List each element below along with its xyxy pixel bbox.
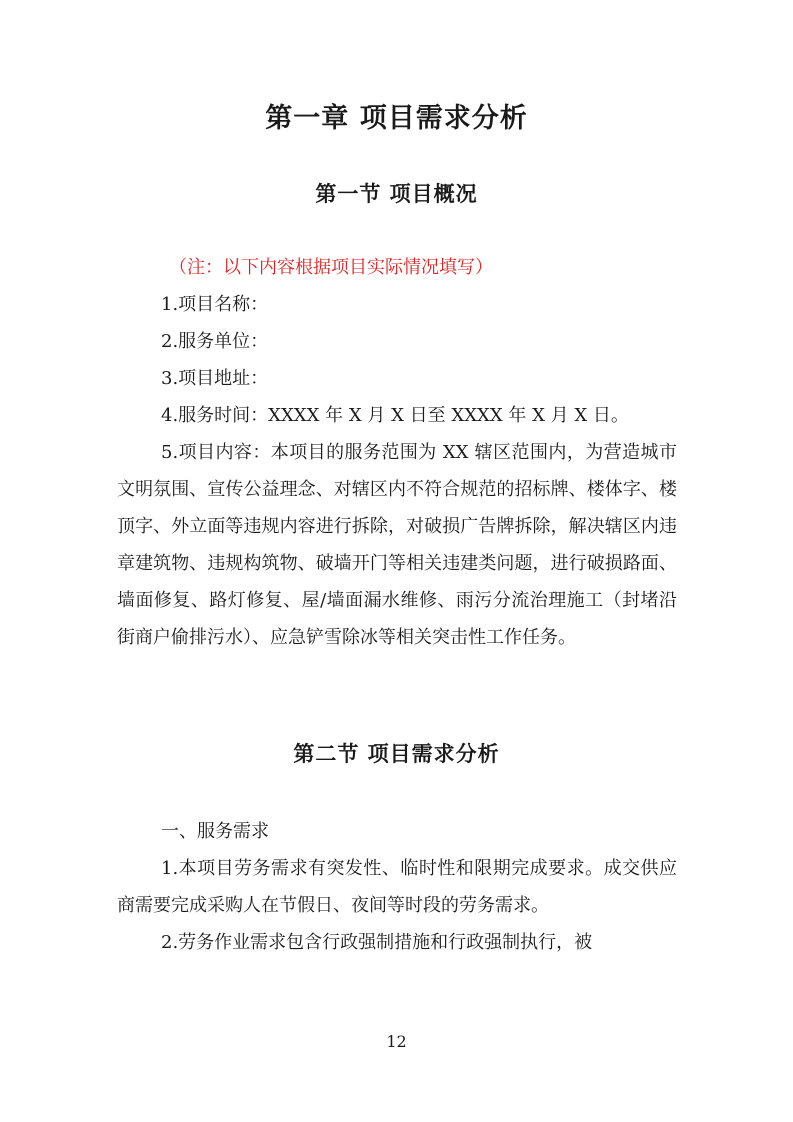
page-number: 12 bbox=[386, 1032, 407, 1051]
item-project-address: 3.项目地址： bbox=[161, 368, 269, 389]
section-title-requirements: 第二节 项目需求分析 bbox=[293, 742, 500, 766]
heading-service-requirements: 一、服务需求 bbox=[161, 821, 269, 842]
chapter-title: 第一章 项目需求分析 bbox=[265, 103, 528, 134]
requirement-item-2: 2.劳务作业需求包含行政强制措施和行政强制执行，被 bbox=[161, 932, 593, 953]
item-project-name: 1.项目名称： bbox=[161, 294, 269, 315]
item-service-unit: 2.服务单位： bbox=[161, 331, 269, 352]
fill-in-note: （注：以下内容根据项目实际情况填写） bbox=[169, 257, 493, 278]
section-overview-body bbox=[117, 249, 677, 656]
section-requirements-body bbox=[117, 813, 677, 961]
section-title-overview: 第一节 项目概况 bbox=[315, 182, 478, 206]
item-project-content: 5.项目内容：本项目的服务范围为 XX 辖区范围内，为营造城市文明氛围、宣传公益理念、对辖区内不符合规范的招标牌、楼体字、楼顶字、外立面等违规内容进行拆除，对破损广告牌拆除，解决辖区内违章建筑物、违规构筑物、破墙开门等相关违建类问题，进行破损路面、墙面修复、路灯修复、屋/墙面漏水维修、雨污分流治理施工（封堵沿街商户偷排污水）、应急铲雪除冰等相关突击性工作任务。 bbox=[117, 442, 677, 648]
requirement-item-1: 1.本项目劳务需求有突发性、临时性和限期完成要求。成交供应商需要完成采购人在节假日、夜间等时段的劳务需求。 bbox=[117, 858, 677, 916]
item-service-time: 4.服务时间：XXXX 年 X 月 X 日至 XXXX 年 X 月 X 日。 bbox=[161, 405, 629, 426]
